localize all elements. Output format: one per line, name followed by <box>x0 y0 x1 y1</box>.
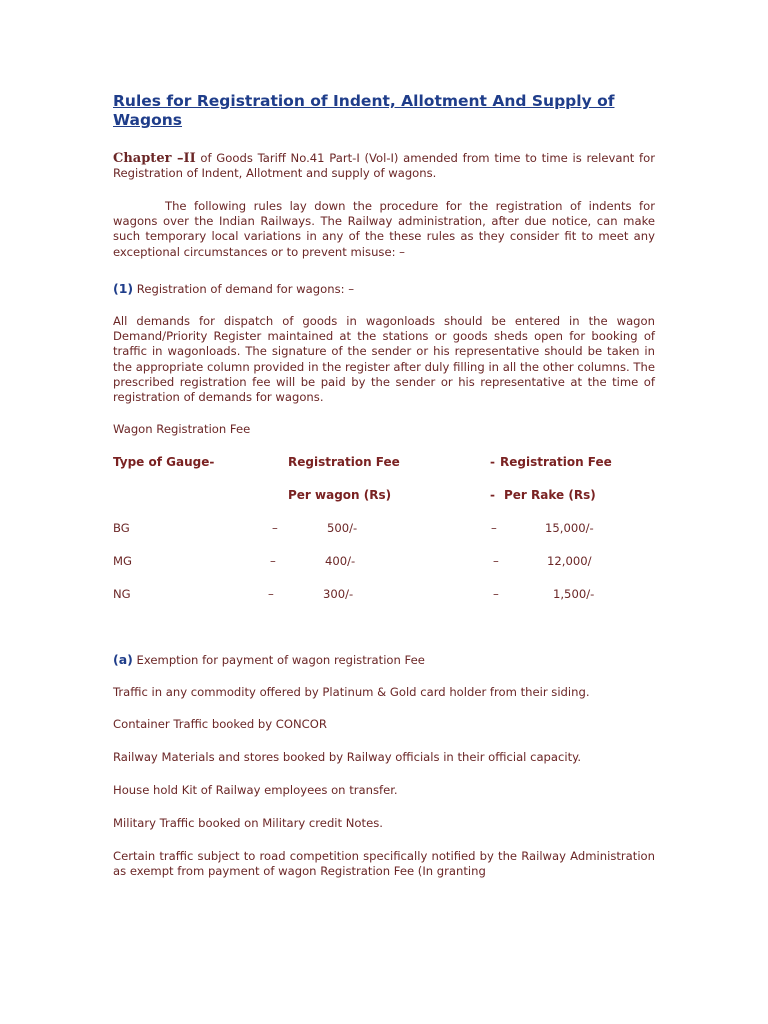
section-1-number: (1) <box>113 281 134 296</box>
table-row-per-wagon: 300/- <box>323 587 354 601</box>
table-row-per-rake: 15,000/- <box>545 521 594 535</box>
table-row-dash: – <box>270 554 276 568</box>
table-row-dash: – <box>491 521 497 535</box>
chapter-label: Chapter –II <box>113 151 196 166</box>
table-row-gauge: BG <box>113 521 130 535</box>
header-per-wagon: Registration Fee <box>288 455 400 469</box>
section-a-heading <box>113 652 655 668</box>
table-row-per-wagon: 500/- <box>327 521 358 535</box>
section-a-last-paragraph: Certain traffic subject to road competition specifically notified by the Railway Administration as exempt from payment of wagon Registration Fee (In granting <box>113 849 655 879</box>
table-row-per-rake: 1,500/- <box>553 587 595 601</box>
fee-table-caption: Wagon Registration Fee <box>113 422 251 436</box>
table-row-dash: – <box>493 587 499 601</box>
page-title: Rules for Registration of Indent, Allotment And Supply of Wagons <box>113 92 615 129</box>
table-row-per-rake: 12,000/ <box>547 554 592 568</box>
list-item: Military Traffic booked on Military credit Notes. <box>113 816 383 830</box>
intro-paragraph <box>113 151 655 181</box>
table-row-dash: – <box>493 554 499 568</box>
list-item: Traffic in any commodity offered by Platinum & Gold card holder from their siding. <box>113 685 590 699</box>
table-row-per-wagon: 400/- <box>325 554 356 568</box>
header-rake-dash-2: - <box>490 488 495 502</box>
table-row-gauge: NG <box>113 587 131 601</box>
table-row-dash: – <box>272 521 278 535</box>
section-1-title: Registration of demand for wagons: – <box>133 282 354 296</box>
section-1-body: All demands for dispatch of goods in wagonloads should be entered in the wagon Demand/Priority Register maintained at the stations or goods sheds open for booking of traffic in wagonloads. The signature of the sender or his representative should be taken in the appropriate column provided in the register after duly filling in all the other columns. The prescribed registration fee will be paid by the sender or his representative at the time of registration of demands for wagons. <box>113 314 655 405</box>
section-a-title: Exemption for payment of wagon registration Fee <box>132 653 425 667</box>
header-per-rake-unit: Per Rake (Rs) <box>504 488 596 502</box>
procedure-paragraph <box>113 199 655 260</box>
table-row-dash: – <box>268 587 274 601</box>
header-per-wagon-unit: Per wagon (Rs) <box>288 488 392 502</box>
list-item: House hold Kit of Railway employees on transfer. <box>113 783 398 797</box>
list-item: Railway Materials and stores booked by Railway officials in their official capacity. <box>113 750 582 764</box>
header-per-rake: Registration Fee <box>500 455 612 469</box>
section-1-heading <box>113 281 655 297</box>
section-a-number: (a) <box>113 652 133 667</box>
header-gauge: Type of Gauge- <box>113 455 215 469</box>
header-rake-dash: - <box>490 455 495 469</box>
procedure-text: The following rules lay down the procedure for the registration of indents for wagons over the Indian Railways. The Railway administration, after due notice, can make such temporary local variations in any of the these rules as they consider fit to meet any exceptional circumstances or to prevent misuse: – <box>113 199 655 259</box>
table-row-gauge: MG <box>113 554 132 568</box>
list-item: Container Traffic booked by CONCOR <box>113 717 327 731</box>
chapter-text: of Goods Tariff No.41 Part-I (Vol-I) amended from time to time is relevant for Registration of Indent, Allotment and supply of wagons. <box>113 151 656 181</box>
